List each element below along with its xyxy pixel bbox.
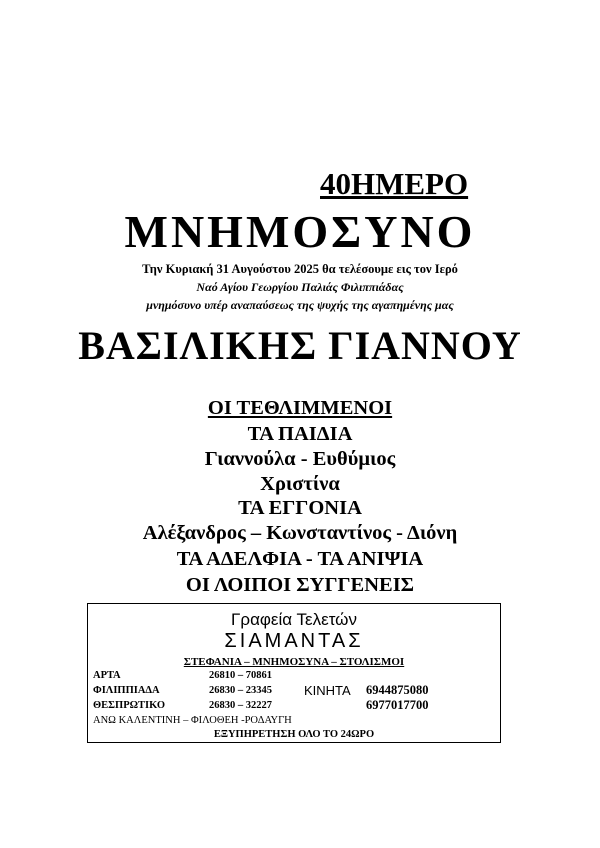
office-place: ΑΡΤΑ [93, 670, 121, 681]
availability: ΕΞΥΠΗΡΕΤΗΣΗ ΟΛΟ ΤΟ 24ΩΡΟ [213, 729, 375, 740]
funeral-home-services: ΣΤΕΦΑΝΙΑ – ΜΝΗΜΟΣΥΝΑ – ΣΤΟΛΙΣΜΟΙ [183, 656, 405, 668]
family-heading-relatives: ΟΙ ΛΟΙΠΟΙ ΣΥΓΓΕΝΕΙΣ [185, 574, 415, 596]
service-area: ΑΝΩ ΚΑΛΕΝΤΙΝΗ – ΦΙΛΟΘΕΗ -ΡΟΔΑΥΓΗ [93, 715, 292, 726]
mobile-phone: 6977017700 [366, 698, 429, 712]
office-place: ΘΕΣΠΡΩΤΙΚΟ [93, 700, 165, 711]
intro-line-3: μνημόσυνο υπέρ αναπαύσεως της ψυχής της αγαπημένης μας [146, 298, 454, 312]
page-title: ΜΝΗΜΟΣΥΝΟ [124, 206, 476, 257]
intro-line-1: Την Κυριακή 31 Αυγούστου 2025 θα τελέσουμε εις τον Ιερό [142, 262, 458, 276]
funeral-home-label: Γραφεία Τελετών [231, 610, 357, 629]
family-heading-grandchildren: ΤΑ ΕΓΓΟΝΙΑ [238, 497, 362, 519]
family-child-name: Χριστίνα [260, 473, 340, 495]
family-heading-children: ΤΑ ΠΑΙΔΙΑ [247, 423, 353, 445]
office-phone: 26830 – 32227 [209, 700, 272, 711]
funeral-home-box [87, 603, 501, 743]
family-heading-siblings: ΤΑ ΑΔΕΛΦΙΑ - ΤΑ ΑΝΙΨΙΑ [176, 548, 424, 570]
mobile-phone: 6944875080 [366, 683, 429, 697]
office-phone: 26830 – 23345 [209, 685, 272, 696]
funeral-home-name: ΣΙΑΜΑΝΤΑΣ [224, 630, 364, 652]
office-phone: 26810 – 70861 [209, 670, 272, 681]
office-place: ΦΙΛΙΠΠΙΑΔΑ [93, 685, 160, 696]
deceased-name: ΒΑΣΙΛΙΚΗΣ ΓΙΑΝΝΟΥ [78, 323, 522, 368]
family-grandchildren-names: Αλέξανδρος – Κωνσταντίνος - Διόνη [142, 522, 458, 544]
intro-line-2: Ναό Αγίου Γεωργίου Παλιάς Φιλιππιάδας [196, 280, 404, 294]
family-children-names: Γιαννούλα - Ευθύμιος [204, 448, 396, 470]
heading-40-days: 40ΗΜΕΡΟ [320, 166, 469, 201]
mobile-label: ΚΙΝΗΤΑ [304, 683, 351, 698]
family-heading-bereaved: ΟΙ ΤΕΘΛΙΜΜΕΝΟΙ [207, 397, 393, 419]
